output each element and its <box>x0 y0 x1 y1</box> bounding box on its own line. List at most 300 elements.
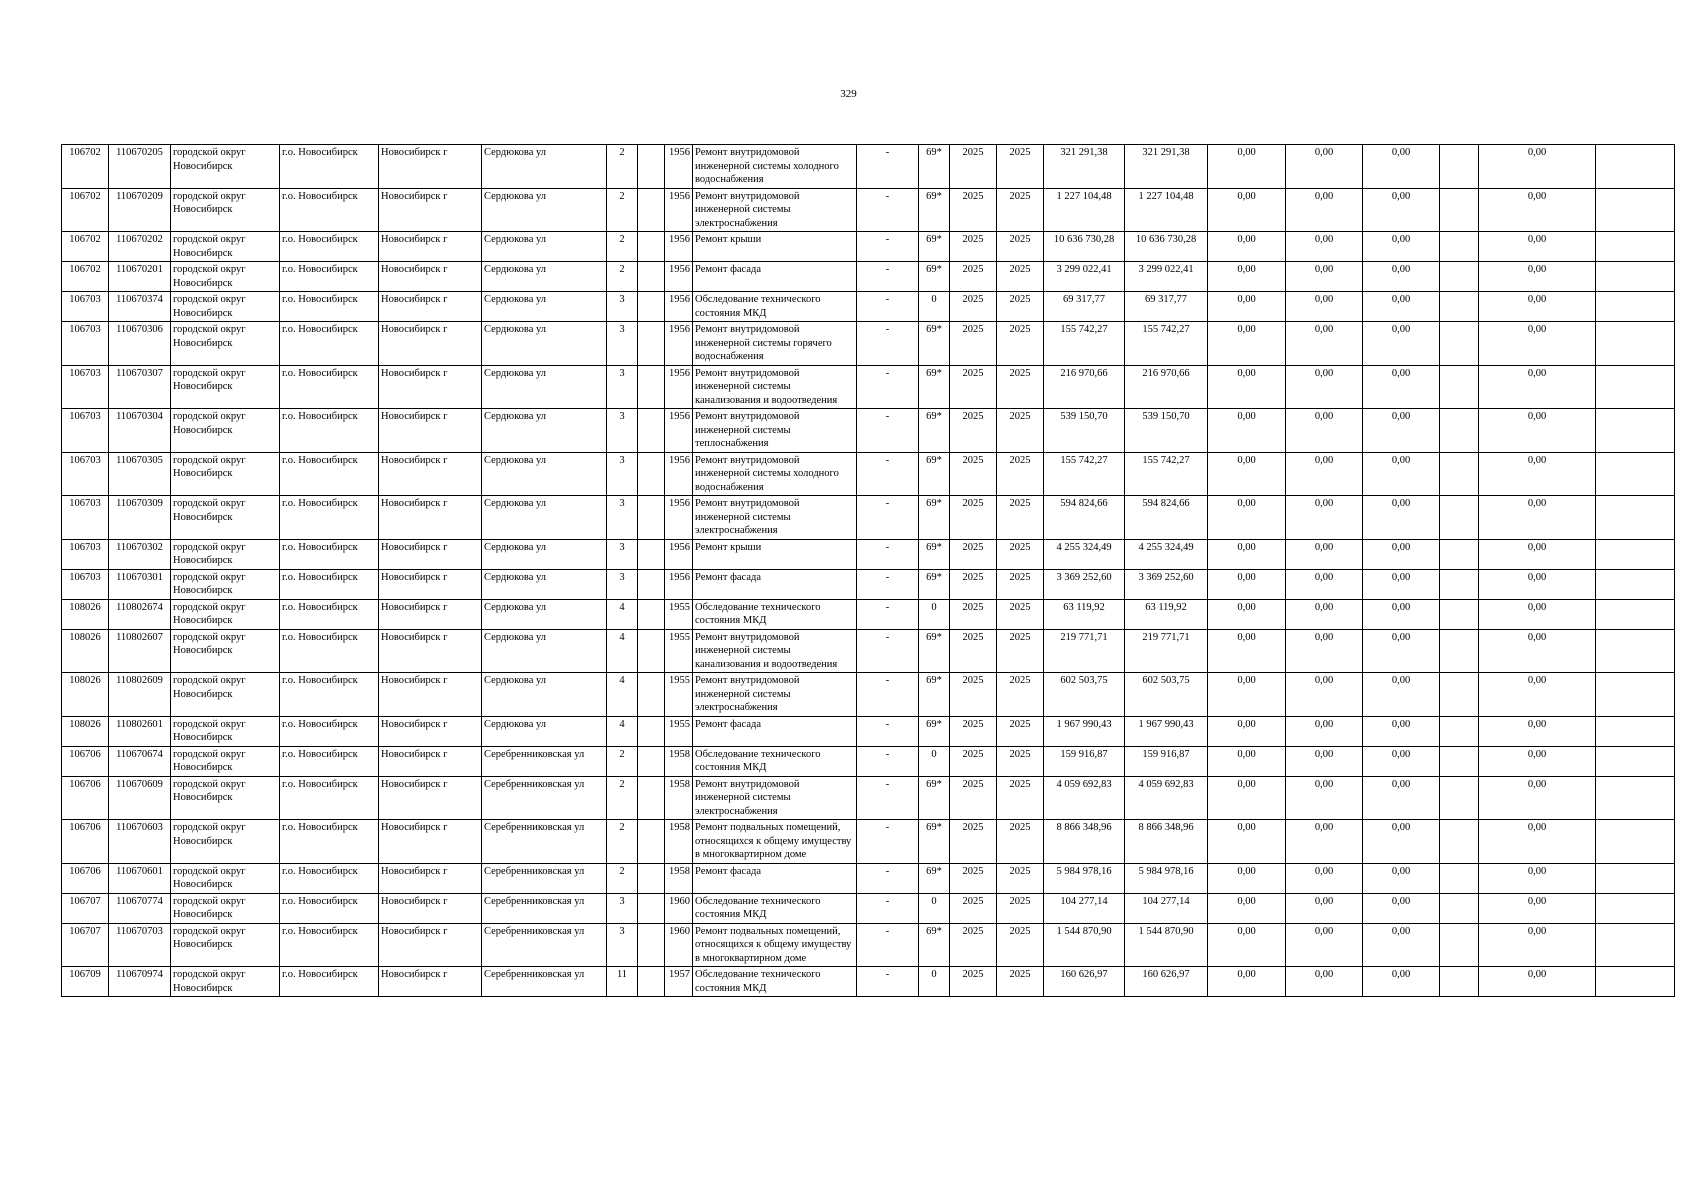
cell-funds-6 <box>1596 569 1675 599</box>
cell-funds-2: 0,00 <box>1286 967 1363 997</box>
cell-term: 69* <box>919 776 950 820</box>
cell-cost-fund: 1 967 990,43 <box>1125 716 1208 746</box>
cell-funds-1: 0,00 <box>1208 893 1286 923</box>
cell-work: Ремонт внутридомовой инженерной системы канализования и водоотведения <box>693 629 857 673</box>
cell-funds-3: 0,00 <box>1363 322 1440 366</box>
cell-id: 106709 <box>62 967 109 997</box>
cell-id: 106703 <box>62 452 109 496</box>
cell-city: Новосибирск г <box>379 746 482 776</box>
table-row <box>62 145 1675 189</box>
cell-funds-3: 0,00 <box>1363 262 1440 292</box>
cell-id: 106707 <box>62 893 109 923</box>
cell-work: Ремонт фасада <box>693 262 857 292</box>
cell-cost-fund: 539 150,70 <box>1125 409 1208 453</box>
cell-cost-fund: 5 984 978,16 <box>1125 863 1208 893</box>
cell-id: 106706 <box>62 776 109 820</box>
cell-funds-1: 0,00 <box>1208 188 1286 232</box>
cell-extra <box>638 145 665 189</box>
cell-street: Сердюкова ул <box>482 232 607 262</box>
cell-funds-4 <box>1440 232 1479 262</box>
cell-plan-year-start: 2025 <box>950 863 997 893</box>
cell-street: Сердюкова ул <box>482 673 607 717</box>
cell-year: 1958 <box>665 746 693 776</box>
cell-code: 110670202 <box>109 232 171 262</box>
cell-district: городской округ Новосибирск <box>171 365 280 409</box>
cell-street: Сердюкова ул <box>482 188 607 232</box>
cell-house: 3 <box>607 292 638 322</box>
cell-funds-2: 0,00 <box>1286 292 1363 322</box>
table-row <box>62 716 1675 746</box>
cell-city: Новосибирск г <box>379 893 482 923</box>
cell-work: Ремонт внутридомовой инженерной системы электроснабжения <box>693 673 857 717</box>
cell-year: 1955 <box>665 716 693 746</box>
cell-code: 110802609 <box>109 673 171 717</box>
cell-cost-fund: 4 255 324,49 <box>1125 539 1208 569</box>
cell-year: 1956 <box>665 365 693 409</box>
cell-funds-5: 0,00 <box>1479 599 1596 629</box>
cell-funds-6 <box>1596 365 1675 409</box>
cell-year: 1958 <box>665 776 693 820</box>
cell-plan-year-end: 2025 <box>997 292 1044 322</box>
cell-year: 1956 <box>665 292 693 322</box>
cell-dash: - <box>857 365 919 409</box>
cell-municipality: г.о. Новосибирск <box>280 322 379 366</box>
cell-house: 3 <box>607 452 638 496</box>
cell-cost-fund: 4 059 692,83 <box>1125 776 1208 820</box>
cell-cost-fund: 155 742,27 <box>1125 452 1208 496</box>
cell-plan-year-end: 2025 <box>997 409 1044 453</box>
cell-code: 110670306 <box>109 322 171 366</box>
cell-funds-3: 0,00 <box>1363 496 1440 540</box>
cell-cost-fund: 602 503,75 <box>1125 673 1208 717</box>
table-row <box>62 776 1675 820</box>
cell-cost-fund: 1 544 870,90 <box>1125 923 1208 967</box>
cell-funds-2: 0,00 <box>1286 262 1363 292</box>
cell-funds-1: 0,00 <box>1208 262 1286 292</box>
cell-extra <box>638 673 665 717</box>
cell-id: 108026 <box>62 629 109 673</box>
cell-funds-3: 0,00 <box>1363 232 1440 262</box>
cell-funds-4 <box>1440 569 1479 599</box>
cell-district: городской округ Новосибирск <box>171 262 280 292</box>
cell-city: Новосибирск г <box>379 292 482 322</box>
cell-municipality: г.о. Новосибирск <box>280 923 379 967</box>
cell-funds-4 <box>1440 716 1479 746</box>
table-row <box>62 923 1675 967</box>
cell-funds-6 <box>1596 262 1675 292</box>
cell-funds-1: 0,00 <box>1208 292 1286 322</box>
cell-street: Сердюкова ул <box>482 365 607 409</box>
cell-street: Сердюкова ул <box>482 716 607 746</box>
cell-extra <box>638 539 665 569</box>
cell-id: 106703 <box>62 322 109 366</box>
cell-work: Ремонт внутридомовой инженерной системы холодного водоснабжения <box>693 145 857 189</box>
cell-municipality: г.о. Новосибирск <box>280 673 379 717</box>
cell-municipality: г.о. Новосибирск <box>280 569 379 599</box>
cell-funds-5: 0,00 <box>1479 365 1596 409</box>
cell-cost-fund: 155 742,27 <box>1125 322 1208 366</box>
cell-municipality: г.о. Новосибирск <box>280 629 379 673</box>
cell-funds-3: 0,00 <box>1363 820 1440 864</box>
cell-code: 110802601 <box>109 716 171 746</box>
cell-city: Новосибирск г <box>379 539 482 569</box>
cell-plan-year-start: 2025 <box>950 322 997 366</box>
cell-house: 2 <box>607 145 638 189</box>
cell-district: городской округ Новосибирск <box>171 629 280 673</box>
cell-plan-year-end: 2025 <box>997 673 1044 717</box>
cell-code: 110670974 <box>109 967 171 997</box>
cell-funds-6 <box>1596 496 1675 540</box>
cell-work: Обследование технического состояния МКД <box>693 893 857 923</box>
cell-funds-4 <box>1440 776 1479 820</box>
cell-funds-2: 0,00 <box>1286 776 1363 820</box>
cell-city: Новосибирск г <box>379 863 482 893</box>
cell-term: 69* <box>919 629 950 673</box>
cell-municipality: г.о. Новосибирск <box>280 188 379 232</box>
cell-funds-2: 0,00 <box>1286 409 1363 453</box>
cell-cost-total: 1 227 104,48 <box>1044 188 1125 232</box>
cell-id: 106706 <box>62 863 109 893</box>
cell-work: Обследование технического состояния МКД <box>693 967 857 997</box>
cell-funds-6 <box>1596 863 1675 893</box>
cell-house: 2 <box>607 262 638 292</box>
cell-cost-total: 3 369 252,60 <box>1044 569 1125 599</box>
table-row <box>62 673 1675 717</box>
cell-funds-3: 0,00 <box>1363 967 1440 997</box>
table-row <box>62 820 1675 864</box>
cell-term: 69* <box>919 365 950 409</box>
cell-dash: - <box>857 820 919 864</box>
cell-term: 69* <box>919 262 950 292</box>
cell-funds-6 <box>1596 967 1675 997</box>
cell-funds-1: 0,00 <box>1208 746 1286 776</box>
cell-municipality: г.о. Новосибирск <box>280 262 379 292</box>
table-row <box>62 232 1675 262</box>
cell-dash: - <box>857 496 919 540</box>
table-row <box>62 452 1675 496</box>
cell-plan-year-end: 2025 <box>997 863 1044 893</box>
cell-dash: - <box>857 716 919 746</box>
cell-funds-5: 0,00 <box>1479 145 1596 189</box>
cell-funds-4 <box>1440 599 1479 629</box>
cell-year: 1956 <box>665 322 693 366</box>
cell-cost-total: 219 771,71 <box>1044 629 1125 673</box>
cell-year: 1956 <box>665 145 693 189</box>
cell-term: 69* <box>919 409 950 453</box>
cell-plan-year-start: 2025 <box>950 262 997 292</box>
cell-extra <box>638 569 665 599</box>
cell-house: 3 <box>607 569 638 599</box>
cell-district: городской округ Новосибирск <box>171 322 280 366</box>
cell-district: городской округ Новосибирск <box>171 452 280 496</box>
cell-code: 110670774 <box>109 893 171 923</box>
cell-plan-year-start: 2025 <box>950 496 997 540</box>
cell-year: 1956 <box>665 496 693 540</box>
cell-dash: - <box>857 746 919 776</box>
cell-street: Сердюкова ул <box>482 629 607 673</box>
cell-funds-6 <box>1596 923 1675 967</box>
cell-cost-fund: 104 277,14 <box>1125 893 1208 923</box>
cell-plan-year-start: 2025 <box>950 365 997 409</box>
cell-plan-year-start: 2025 <box>950 776 997 820</box>
cell-funds-6 <box>1596 746 1675 776</box>
cell-cost-total: 594 824,66 <box>1044 496 1125 540</box>
cell-municipality: г.о. Новосибирск <box>280 599 379 629</box>
cell-code: 110670703 <box>109 923 171 967</box>
cell-plan-year-end: 2025 <box>997 262 1044 292</box>
cell-dash: - <box>857 923 919 967</box>
cell-plan-year-start: 2025 <box>950 409 997 453</box>
cell-municipality: г.о. Новосибирск <box>280 863 379 893</box>
cell-dash: - <box>857 188 919 232</box>
cell-work: Обследование технического состояния МКД <box>693 292 857 322</box>
cell-cost-total: 155 742,27 <box>1044 322 1125 366</box>
cell-cost-fund: 160 626,97 <box>1125 967 1208 997</box>
cell-funds-3: 0,00 <box>1363 923 1440 967</box>
cell-plan-year-start: 2025 <box>950 716 997 746</box>
cell-funds-6 <box>1596 673 1675 717</box>
cell-city: Новосибирск г <box>379 232 482 262</box>
cell-cost-fund: 69 317,77 <box>1125 292 1208 322</box>
cell-city: Новосибирск г <box>379 262 482 292</box>
cell-funds-6 <box>1596 322 1675 366</box>
cell-street: Серебренниковская ул <box>482 967 607 997</box>
cell-district: городской округ Новосибирск <box>171 569 280 599</box>
cell-plan-year-end: 2025 <box>997 776 1044 820</box>
cell-city: Новосибирск г <box>379 820 482 864</box>
cell-plan-year-start: 2025 <box>950 967 997 997</box>
cell-city: Новосибирск г <box>379 365 482 409</box>
cell-work: Обследование технического состояния МКД <box>693 746 857 776</box>
cell-funds-5: 0,00 <box>1479 188 1596 232</box>
cell-funds-5: 0,00 <box>1479 893 1596 923</box>
cell-plan-year-end: 2025 <box>997 820 1044 864</box>
capital-repair-table <box>61 144 1675 997</box>
cell-plan-year-start: 2025 <box>950 145 997 189</box>
cell-funds-5: 0,00 <box>1479 539 1596 569</box>
table-row <box>62 599 1675 629</box>
cell-street: Сердюкова ул <box>482 569 607 599</box>
cell-plan-year-end: 2025 <box>997 967 1044 997</box>
cell-id: 106702 <box>62 232 109 262</box>
cell-plan-year-start: 2025 <box>950 292 997 322</box>
cell-plan-year-end: 2025 <box>997 496 1044 540</box>
cell-funds-6 <box>1596 629 1675 673</box>
cell-city: Новосибирск г <box>379 923 482 967</box>
cell-plan-year-start: 2025 <box>950 232 997 262</box>
cell-funds-5: 0,00 <box>1479 716 1596 746</box>
cell-code: 110670603 <box>109 820 171 864</box>
cell-funds-5: 0,00 <box>1479 322 1596 366</box>
cell-cost-total: 3 299 022,41 <box>1044 262 1125 292</box>
cell-district: городской округ Новосибирск <box>171 145 280 189</box>
cell-funds-2: 0,00 <box>1286 746 1363 776</box>
cell-funds-5: 0,00 <box>1479 452 1596 496</box>
cell-city: Новосибирск г <box>379 599 482 629</box>
cell-term: 69* <box>919 863 950 893</box>
cell-funds-1: 0,00 <box>1208 673 1286 717</box>
cell-funds-5: 0,00 <box>1479 776 1596 820</box>
cell-funds-6 <box>1596 292 1675 322</box>
cell-code: 110802674 <box>109 599 171 629</box>
cell-city: Новосибирск г <box>379 673 482 717</box>
cell-funds-5: 0,00 <box>1479 292 1596 322</box>
cell-funds-1: 0,00 <box>1208 863 1286 893</box>
cell-code: 110670674 <box>109 746 171 776</box>
cell-funds-3: 0,00 <box>1363 746 1440 776</box>
cell-house: 4 <box>607 599 638 629</box>
cell-funds-4 <box>1440 863 1479 893</box>
cell-dash: - <box>857 232 919 262</box>
cell-plan-year-start: 2025 <box>950 452 997 496</box>
cell-house: 2 <box>607 776 638 820</box>
cell-funds-3: 0,00 <box>1363 893 1440 923</box>
cell-municipality: г.о. Новосибирск <box>280 776 379 820</box>
cell-funds-3: 0,00 <box>1363 863 1440 893</box>
cell-funds-3: 0,00 <box>1363 629 1440 673</box>
cell-funds-6 <box>1596 776 1675 820</box>
cell-house: 2 <box>607 820 638 864</box>
cell-house: 2 <box>607 188 638 232</box>
cell-funds-4 <box>1440 923 1479 967</box>
cell-dash: - <box>857 893 919 923</box>
cell-district: городской округ Новосибирск <box>171 599 280 629</box>
cell-funds-6 <box>1596 893 1675 923</box>
cell-district: городской округ Новосибирск <box>171 820 280 864</box>
cell-city: Новосибирск г <box>379 496 482 540</box>
table-row <box>62 967 1675 997</box>
cell-funds-4 <box>1440 496 1479 540</box>
cell-funds-4 <box>1440 145 1479 189</box>
cell-funds-4 <box>1440 365 1479 409</box>
cell-code: 110670201 <box>109 262 171 292</box>
cell-code: 110670205 <box>109 145 171 189</box>
cell-year: 1956 <box>665 569 693 599</box>
cell-id: 108026 <box>62 673 109 717</box>
cell-funds-1: 0,00 <box>1208 629 1286 673</box>
cell-id: 106707 <box>62 923 109 967</box>
cell-street: Серебренниковская ул <box>482 820 607 864</box>
cell-funds-6 <box>1596 820 1675 864</box>
cell-year: 1957 <box>665 967 693 997</box>
cell-funds-2: 0,00 <box>1286 599 1363 629</box>
cell-work: Ремонт подвальных помещений, относящихся к общему имуществу в многоквартирном доме <box>693 923 857 967</box>
cell-extra <box>638 716 665 746</box>
cell-term: 0 <box>919 599 950 629</box>
cell-cost-fund: 321 291,38 <box>1125 145 1208 189</box>
cell-funds-6 <box>1596 145 1675 189</box>
cell-year: 1955 <box>665 629 693 673</box>
cell-funds-2: 0,00 <box>1286 539 1363 569</box>
cell-extra <box>638 365 665 409</box>
cell-city: Новосибирск г <box>379 629 482 673</box>
cell-extra <box>638 893 665 923</box>
cell-street: Сердюкова ул <box>482 292 607 322</box>
cell-work: Ремонт крыши <box>693 232 857 262</box>
cell-district: городской округ Новосибирск <box>171 292 280 322</box>
cell-dash: - <box>857 292 919 322</box>
cell-extra <box>638 599 665 629</box>
cell-municipality: г.о. Новосибирск <box>280 232 379 262</box>
cell-dash: - <box>857 322 919 366</box>
cell-year: 1955 <box>665 599 693 629</box>
cell-cost-total: 4 059 692,83 <box>1044 776 1125 820</box>
cell-funds-6 <box>1596 452 1675 496</box>
cell-funds-3: 0,00 <box>1363 539 1440 569</box>
cell-cost-total: 216 970,66 <box>1044 365 1125 409</box>
cell-cost-fund: 10 636 730,28 <box>1125 232 1208 262</box>
cell-work: Ремонт внутридомовой инженерной системы электроснабжения <box>693 776 857 820</box>
cell-funds-1: 0,00 <box>1208 776 1286 820</box>
cell-code: 110670302 <box>109 539 171 569</box>
cell-work: Обследование технического состояния МКД <box>693 599 857 629</box>
cell-cost-fund: 8 866 348,96 <box>1125 820 1208 864</box>
cell-funds-2: 0,00 <box>1286 569 1363 599</box>
cell-street: Сердюкова ул <box>482 409 607 453</box>
cell-code: 110670301 <box>109 569 171 599</box>
cell-funds-1: 0,00 <box>1208 409 1286 453</box>
cell-code: 110670209 <box>109 188 171 232</box>
cell-funds-3: 0,00 <box>1363 365 1440 409</box>
cell-plan-year-start: 2025 <box>950 188 997 232</box>
cell-work: Ремонт фасада <box>693 716 857 746</box>
cell-funds-4 <box>1440 673 1479 717</box>
cell-term: 69* <box>919 820 950 864</box>
cell-id: 106703 <box>62 365 109 409</box>
cell-funds-5: 0,00 <box>1479 262 1596 292</box>
cell-term: 69* <box>919 232 950 262</box>
cell-house: 3 <box>607 409 638 453</box>
cell-funds-1: 0,00 <box>1208 322 1286 366</box>
cell-year: 1960 <box>665 893 693 923</box>
cell-funds-2: 0,00 <box>1286 923 1363 967</box>
table-row <box>62 262 1675 292</box>
cell-work: Ремонт фасада <box>693 863 857 893</box>
cell-id: 106703 <box>62 539 109 569</box>
cell-district: городской округ Новосибирск <box>171 863 280 893</box>
cell-cost-total: 539 150,70 <box>1044 409 1125 453</box>
cell-year: 1956 <box>665 452 693 496</box>
cell-work: Ремонт внутридомовой инженерной системы электроснабжения <box>693 496 857 540</box>
cell-id: 106703 <box>62 496 109 540</box>
cell-dash: - <box>857 409 919 453</box>
cell-municipality: г.о. Новосибирск <box>280 967 379 997</box>
cell-plan-year-start: 2025 <box>950 746 997 776</box>
cell-funds-5: 0,00 <box>1479 409 1596 453</box>
cell-funds-4 <box>1440 539 1479 569</box>
cell-funds-1: 0,00 <box>1208 232 1286 262</box>
cell-city: Новосибирск г <box>379 322 482 366</box>
table-row <box>62 292 1675 322</box>
cell-municipality: г.о. Новосибирск <box>280 365 379 409</box>
cell-funds-6 <box>1596 599 1675 629</box>
cell-funds-5: 0,00 <box>1479 923 1596 967</box>
cell-funds-5: 0,00 <box>1479 629 1596 673</box>
cell-street: Сердюкова ул <box>482 599 607 629</box>
cell-municipality: г.о. Новосибирск <box>280 145 379 189</box>
cell-cost-total: 1 967 990,43 <box>1044 716 1125 746</box>
cell-district: городской округ Новосибирск <box>171 893 280 923</box>
cell-cost-fund: 3 299 022,41 <box>1125 262 1208 292</box>
cell-year: 1956 <box>665 188 693 232</box>
cell-plan-year-start: 2025 <box>950 569 997 599</box>
cell-funds-5: 0,00 <box>1479 569 1596 599</box>
cell-funds-1: 0,00 <box>1208 716 1286 746</box>
cell-year: 1956 <box>665 409 693 453</box>
cell-plan-year-start: 2025 <box>950 629 997 673</box>
cell-id: 108026 <box>62 599 109 629</box>
cell-house: 4 <box>607 673 638 717</box>
